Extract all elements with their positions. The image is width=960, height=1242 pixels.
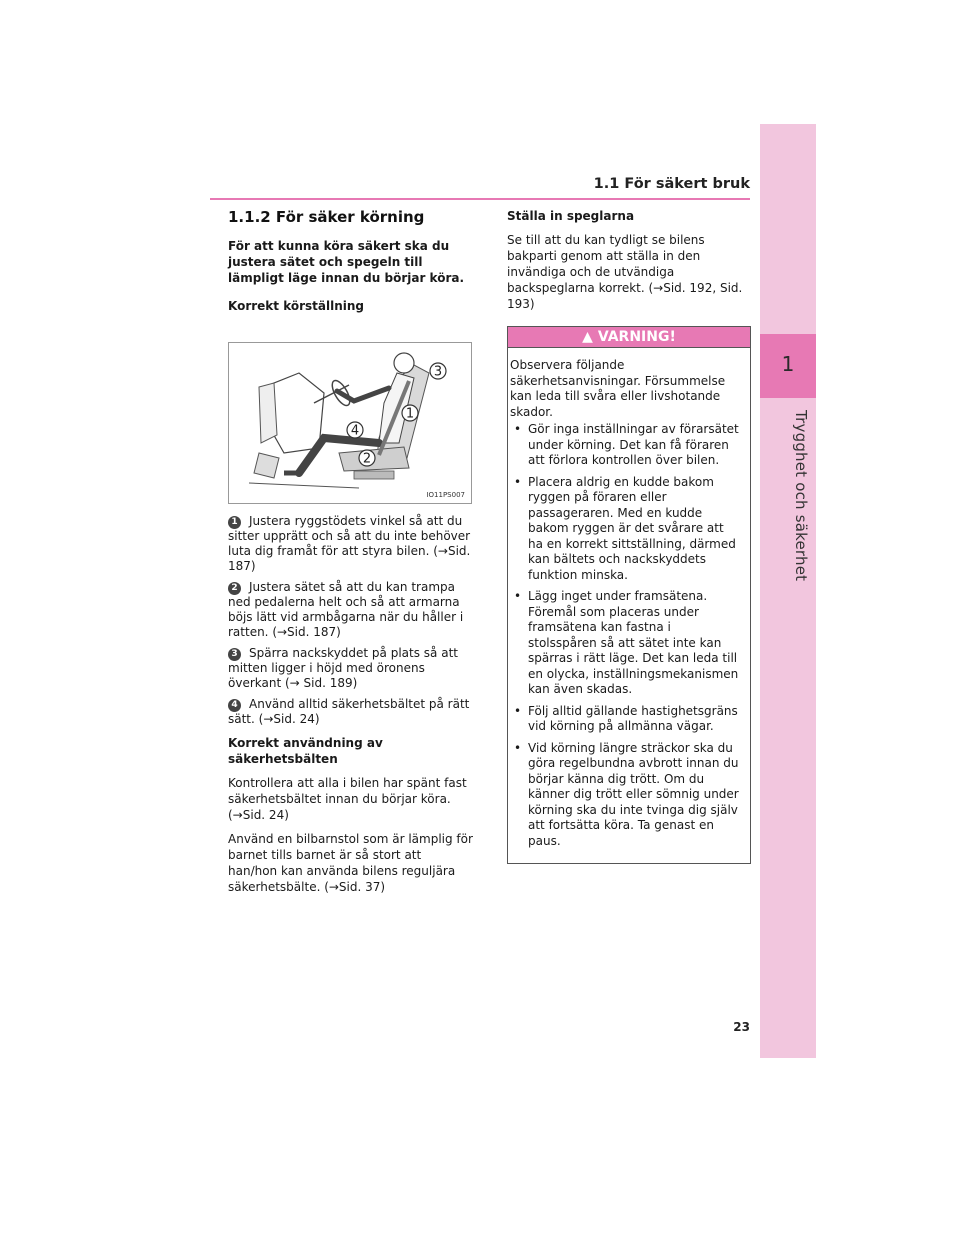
warning-bullet: • Lägg inget under framsätena. Föremål som placeras under framsätena kan fastna i stolsspåren så att sätet inte kan spärras i rätt läge. Det kan leda till en olycka, inställningsmekanismen kan även skadas. xyxy=(510,589,742,698)
step-text: Spärra nackskyddet på plats så att mitten ligger i höjd med öronens överkant (→ Sid. 189) xyxy=(228,646,458,690)
warning-bullet: • Följ alltid gällande hastighetsgräns vid körning på allmänna vägar. xyxy=(510,704,742,735)
subhead-mirrors: Ställa in speglarna xyxy=(507,209,635,223)
step-item xyxy=(228,580,473,640)
figure-code: IO11PS007 xyxy=(426,491,465,499)
header-rule xyxy=(210,198,750,200)
right-column xyxy=(507,208,751,864)
seatbelt-paragraph: Kontrollera att alla i bilen har spänt fast säkerhetsbältet innan du börjar köra. (→Sid. 24) xyxy=(228,776,467,822)
step-number-badge: 3 xyxy=(228,648,241,661)
subhead-seatbelts: Korrekt användning av säkerhetsbälten xyxy=(228,736,383,766)
step-item xyxy=(228,646,473,691)
warning-bullet: • Gör inga inställningar av förarsätet under körning. Det kan få föraren att förlora kontrollen över bilen. xyxy=(510,422,742,469)
step-text: Använd alltid säkerhetsbältet på rätt sätt. (→Sid. 24) xyxy=(228,697,470,726)
page-number: 23 xyxy=(733,1020,750,1034)
driver-seat-illustration xyxy=(229,343,471,503)
left-column xyxy=(228,208,473,903)
step-item xyxy=(228,697,473,727)
step-text: Justera sätet så att du kan trampa ned pedalerna helt och så att armarna böjs lätt vid armbågarna när du håller i ratten. (→Sid. 187) xyxy=(228,580,464,639)
step-number-badge: 2 xyxy=(228,582,241,595)
chapter-label: Trygghet och säkerhet xyxy=(792,410,810,582)
callout-2: 2 xyxy=(362,451,372,467)
running-header: 1.1 För säkert bruk xyxy=(593,176,750,192)
step-item xyxy=(228,514,473,574)
callout-1: 1 xyxy=(405,406,415,422)
subhead-driving-position: Korrekt körställning xyxy=(228,299,365,313)
intro-text: För att kunna köra säkert ska du justera sätet och spegeln till lämpligt läge innan du börjar köra. xyxy=(228,239,465,285)
section-title: 1.1.2 För säker körning xyxy=(228,208,425,226)
warning-intro: Observera följande säkerhetsanvisningar. Försummelse kan leda till svåra eller livshotande skador. xyxy=(510,358,726,419)
step-text: Justera ryggstödets vinkel så att du sitter upprätt och så att du inte behöver luta dig framåt för att styra bilen. (→Sid. 187) xyxy=(228,514,471,573)
driving-position-figure xyxy=(228,342,472,504)
callout-3: 3 xyxy=(433,364,443,380)
callout-4: 4 xyxy=(350,423,360,439)
warning-body xyxy=(508,348,750,863)
warning-title: VARNING! xyxy=(597,329,676,345)
warning-bullet: • Placera aldrig en kudde bakom ryggen på föraren eller passageraren. Med en kudde bakom ryggen är det svårare att ha en korrekt sittställning, därmed kan bältets och nackskyddets funktion minska. xyxy=(510,475,742,584)
step-number-badge: 4 xyxy=(228,699,241,712)
child-seat-paragraph: Använd en bilbarnstol som är lämplig för barnet tills barnet är så stort att han/hon kan använda bilens reguljära säkerhetsbälte. (→Sid. 37) xyxy=(228,832,473,894)
chapter-number: 1 xyxy=(781,352,795,376)
step-number-badge: 1 xyxy=(228,516,241,529)
warning-header xyxy=(508,327,750,348)
warning-bullet: • Vid körning längre sträckor ska du göra regelbundna avbrott innan du börjar känna dig trött. Om du känner dig trött eller sömnig under körning ska du inte tvinga dig själv att fortsätta köra. Ta genast en paus. xyxy=(510,741,742,850)
mirrors-paragraph: Se till att du kan tydligt se bilens bakparti genom att ställa in den invändiga och de utvändiga backspeglarna korrekt. (→Sid. 192, Sid. 193) xyxy=(507,233,743,311)
warning-box xyxy=(507,326,751,864)
warning-triangle-icon: ▲ xyxy=(582,329,593,345)
